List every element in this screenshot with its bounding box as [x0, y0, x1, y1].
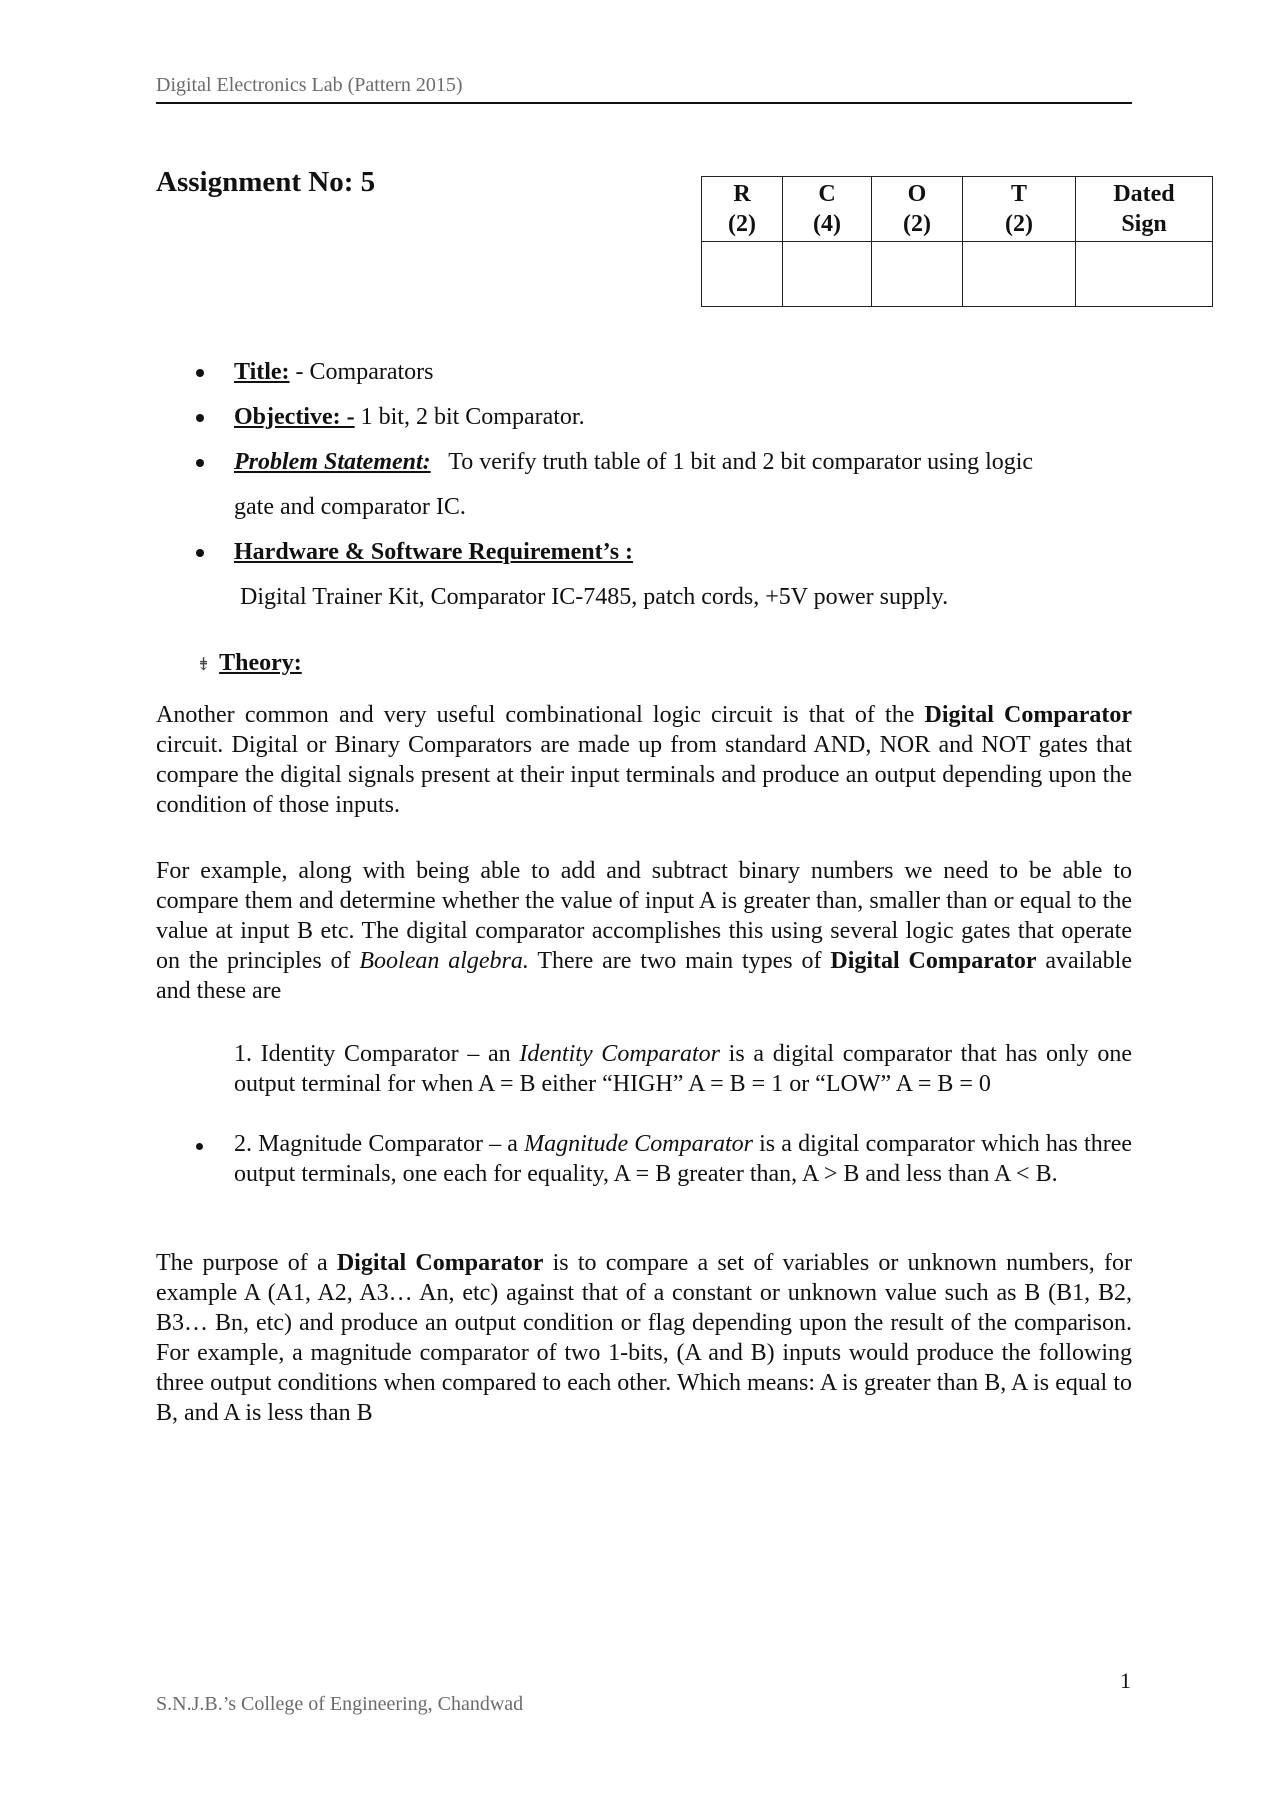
page-number: 1: [1120, 1668, 1131, 1693]
p1-text-b: Digital Comparator: [924, 702, 1132, 728]
bullet-dot: [196, 1143, 203, 1150]
marks-table: [701, 176, 1213, 307]
bullet-objective: [156, 395, 1132, 440]
title-label: Title:: [234, 359, 290, 385]
problem-label: Problem Statement:: [234, 449, 431, 475]
p1-text-c: circuit. Digital or Binary Comparators are made up from standard AND, NOR and NOT gates that compare the digital signals present at their input terminals and produce an output depending upon the condition of those inputs.: [156, 732, 1132, 818]
assignment-title: Assignment No: 5: [156, 166, 376, 198]
marks-header-dated-sign: Dated Sign: [1076, 177, 1213, 242]
hardware-label: Hardware & Software Requirement’s :: [234, 539, 634, 565]
item2-text-a: 2. Magnitude Comparator – a: [234, 1131, 525, 1157]
item2-text-b: Magnitude Comparator: [524, 1131, 753, 1157]
hardware-value: Digital Trainer Kit, Comparator IC-7485, patch cords, +5V power supply.: [240, 584, 949, 610]
marks-header-c: C (4): [783, 177, 872, 242]
p2-text-a: For example, along with being able to add and subtract binary numbers we need to be able to compare them and determine whether the value of input A is greater than, smaller than or equal to the value at input B etc. The digital comparator accomplishes this using several logic gates that operate on the principles of: [156, 858, 1132, 974]
p3-text-a: The purpose of a: [156, 1250, 337, 1276]
marks-cell-sign: [1076, 242, 1213, 307]
header-rule: [156, 102, 1132, 104]
problem-value-line1: To verify truth table of 1 bit and 2 bit comparator using logic: [430, 449, 1034, 475]
p3-text-b: Digital Comparator: [336, 1250, 544, 1276]
marks-cell-r: [702, 242, 783, 307]
bullet-dot: [196, 459, 204, 467]
bullet-hardware: [156, 530, 1132, 575]
p2-text-c: There are two main types of: [528, 948, 831, 974]
objective-value: 1 bit, 2 bit Comparator.: [354, 404, 585, 430]
marks-header-row: [702, 177, 1213, 242]
theory-heading-text: Theory:: [219, 650, 302, 676]
bullet-dot: [196, 414, 204, 422]
comparator-type-1: [234, 1039, 1132, 1099]
theory-paragraph-2: [156, 856, 1132, 1006]
theory-paragraph-1: [156, 700, 1132, 820]
title-value: - Comparators: [289, 359, 434, 385]
item1-text-c: is a digital comparator that has only one output terminal for when A = B either “HIGH” A = B = 1 or “LOW” A = B = 0: [234, 1041, 1132, 1097]
marks-header-r: R (2): [702, 177, 783, 242]
p2-text-e: available and these are: [156, 948, 1132, 1004]
p2-text-d: Digital Comparator: [830, 948, 1037, 974]
theory-paragraph-3: [156, 1248, 1132, 1428]
problem-value-line2: gate and comparator IC.: [234, 494, 466, 520]
bullet-dot: [196, 549, 204, 557]
marks-header-o: O (2): [872, 177, 963, 242]
objective-label: Objective: -: [234, 404, 355, 430]
marks-header-t: T (2): [963, 177, 1076, 242]
marks-cell-o: [872, 242, 963, 307]
marks-cell-t: [963, 242, 1076, 307]
marks-entry-row: [702, 242, 1213, 307]
item1-text-b: Identity Comparator: [519, 1041, 720, 1067]
p3-text-c: is to compare a set of variables or unknown numbers, for example A (A1, A2, A3… An, etc) against that of a constant or unknown value such as B (B1, B2, B3… Bn, etc) and produce an output condition or flag depending upon the result of the comparison. For example, a magnitude comparator of two 1-bits, (A and B) inputs would produce the following three output conditions when compared to each other. Which means: A is greater than B, A is equal to B, and A is less than B: [156, 1250, 1133, 1426]
bullet-dot: [196, 369, 204, 377]
footer-college: S.N.J.B.’s College of Engineering, Chandwad: [156, 1693, 524, 1715]
marks-cell-c: [783, 242, 872, 307]
comparator-type-2: [234, 1129, 1132, 1189]
running-header: Digital Electronics Lab (Pattern 2015): [156, 74, 463, 96]
theory-heading: [196, 648, 302, 679]
item2-text-c: is a digital comparator which has three output terminals, one each for equality, A = B greater than, A > B and less than A < B.: [234, 1131, 1133, 1187]
bullet-title: [156, 350, 1132, 395]
info-bullet-list: [156, 350, 1132, 620]
arrow-down-icon: ⇟: [196, 654, 212, 674]
item1-text-a: 1. Identity Comparator – an: [234, 1041, 520, 1067]
bullet-problem-statement: [156, 440, 1132, 530]
p2-text-b: Boolean algebra.: [359, 948, 529, 974]
p1-text-a: Another common and very useful combinational logic circuit is that of the: [156, 702, 925, 728]
